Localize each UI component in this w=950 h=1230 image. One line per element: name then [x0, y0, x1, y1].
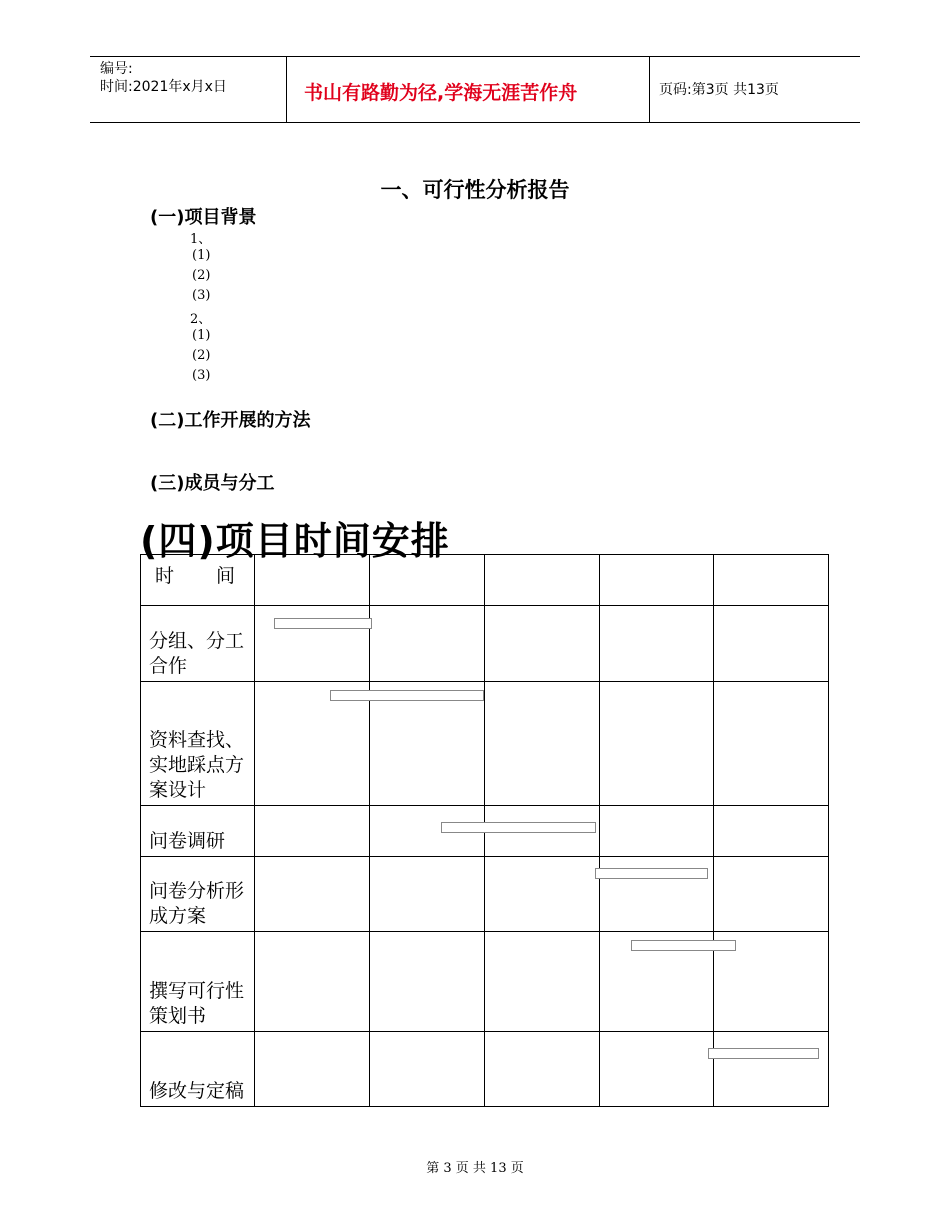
- outline-item: (2): [192, 268, 211, 283]
- schedule-bar: [330, 690, 484, 701]
- section-members-heading: (三)成员与分工: [150, 473, 275, 494]
- page-footer: 第 3 页 共 13 页: [426, 1161, 524, 1176]
- table-row: [141, 606, 829, 682]
- section-background-heading: (一)项目背景: [150, 207, 257, 228]
- header-divider-left: [286, 57, 287, 122]
- document-title: 一、可行性分析报告: [380, 178, 570, 202]
- schedule-header-row: [141, 555, 829, 606]
- schedule-bar: [631, 940, 736, 951]
- schedule-task-label: 资料查找、实地踩点方案设计: [141, 682, 255, 806]
- header-time-label: 时间:2021年x月x日: [100, 79, 227, 95]
- header-bottom-rule: [90, 122, 860, 123]
- schedule-bar: [595, 868, 708, 879]
- table-row: [141, 857, 829, 932]
- header-page-label: 页码:第3页 共13页: [659, 82, 779, 98]
- outline-item: (1): [192, 248, 211, 263]
- schedule-task-label: 修改与定稿: [141, 1032, 255, 1107]
- schedule-task-label: 分组、分工合作: [141, 606, 255, 682]
- schedule-header-time: 时 间: [141, 555, 255, 606]
- header-top-rule: [90, 56, 860, 57]
- outline-item: 1、: [190, 232, 212, 247]
- schedule-bar: [441, 822, 596, 833]
- outline-item: (3): [192, 288, 211, 303]
- schedule-task-label: 撰写可行性策划书: [141, 932, 255, 1032]
- section-schedule-heading: (四)项目时间安排: [140, 519, 450, 563]
- table-row: [141, 1032, 829, 1107]
- section-method-heading: (二)工作开展的方法: [150, 410, 311, 431]
- schedule-bar: [708, 1048, 819, 1059]
- schedule-bar: [274, 618, 372, 629]
- outline-item: (2): [192, 348, 211, 363]
- header-number-label: 编号:: [100, 61, 133, 77]
- outline-item: (3): [192, 368, 211, 383]
- table-row: [141, 682, 829, 806]
- schedule-task-label: 问卷调研: [141, 806, 255, 857]
- header-divider-right: [649, 57, 650, 122]
- outline-item: 2、: [190, 312, 212, 327]
- outline-item: (1): [192, 328, 211, 343]
- schedule-task-label: 问卷分析形成方案: [141, 857, 255, 932]
- header-motto: 书山有路勤为径,学海无涯苦作舟: [304, 82, 578, 104]
